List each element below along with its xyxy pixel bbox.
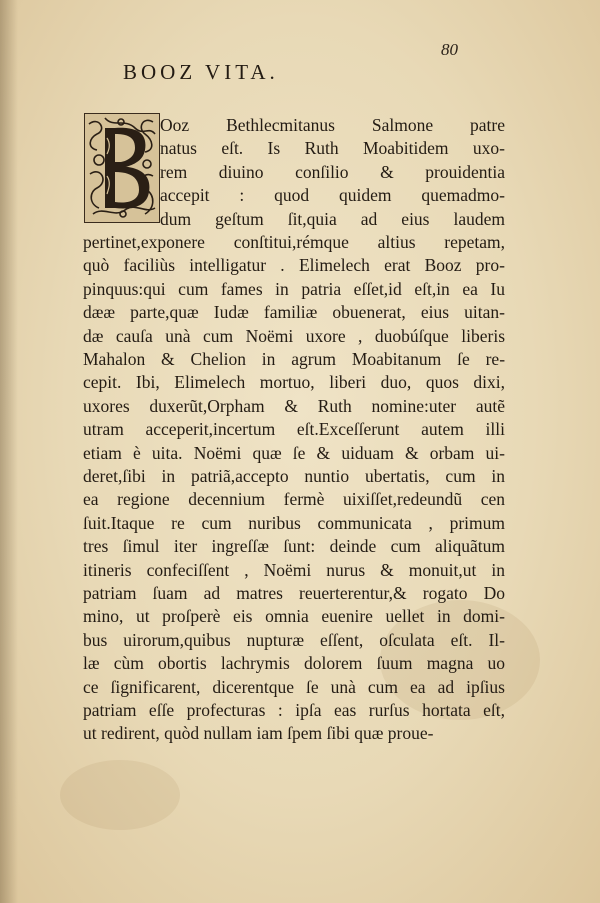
text-line: natus eſt. Is Ruth Moabitidem uxo- [160, 138, 505, 159]
text-line: quò faciliùs intelligatur . Elimelech erat Booz pro- [83, 255, 505, 276]
text-line: Mahalon & Chelion in agrum Moabitanum ſe re- [83, 349, 506, 369]
text-line: pinquus:qui cum fames in patria eſſet,id eſt,in ea Iu [83, 278, 505, 299]
text-line: uxores duxerũt,Orpham & Ruth nomine:uter autẽ [83, 395, 506, 416]
text-line: læ cùm obortis lachrymis dolorem ſuum magna uo [83, 653, 506, 674]
text-line: etiam è uita. Noëmi quæ ſe & uiduam & orbam ui- [83, 442, 505, 463]
text-line: itineris confeciſſent , Noëmi nurus & monuit,ut in [83, 559, 505, 580]
folio-number: 80 [441, 40, 458, 59]
text-line: Ooz Bethlecmitanus Salmone patre [160, 115, 506, 135]
text-line: rem diuino conſilio & prouidentia [160, 161, 506, 182]
text-line: pertinet,exponere conſtitui,rémque altius repetam, [83, 232, 505, 252]
ornamented-initial-b-icon [84, 113, 160, 223]
gutter-shadow [0, 0, 18, 903]
text-line: mino, ut proſperè eis omnia euenire uellet in domi- [83, 606, 505, 627]
text-line: utram acceperit,incertum eſt.Exceſſerunt autem illi [83, 419, 505, 440]
text-line: deret,ſibi in patriã,accepto nuntio ubertatis, cum in [83, 466, 505, 486]
text-line: bus uirorum,quibus nupturæ eſſent, oſculata eſt. Il- [83, 629, 505, 650]
text-line: ea regione decennium fermè uixiſſet,redeundũ cen [83, 489, 506, 510]
text-line: cepit. Ibi, Elimelech mortuo, liberi duo, quos dixi, [83, 372, 506, 393]
paper-stain [60, 760, 180, 830]
text-line: patriam ſuam ad matres reuerterentur,& rogato Do [83, 583, 505, 603]
text-line: ut redirent, quòd nullam iam ſpem ſibi quæ proue- [83, 723, 434, 744]
text-line: accepit : quod quidem quemadmo- [160, 185, 505, 206]
text-line: dum geſtum ſit,quia ad eius laudem [160, 208, 505, 229]
initial-ornament [85, 114, 159, 222]
text-line: dæ cauſa unà cum Noëmi uxore , duobúſque liberis [83, 325, 506, 346]
text-line: ce ſignificarent, dicerentque ſe unà cum ea ad ipſius [83, 676, 505, 697]
text-line: patriam eſſe profecturas : ipſa eas rurſus hortata eſt, [83, 700, 506, 720]
running-title: BOOZ VITA. [123, 60, 279, 84]
text-line: dææ parte,quæ Iudæ familiæ obuenerat, eius uitan- [83, 302, 505, 323]
text-line: tres ſimul iter ingreſſæ ſunt: deinde cum aliquãtum [83, 536, 506, 557]
text-line: ſuit.Itaque re cum nuribus communicata , primum [83, 512, 506, 533]
